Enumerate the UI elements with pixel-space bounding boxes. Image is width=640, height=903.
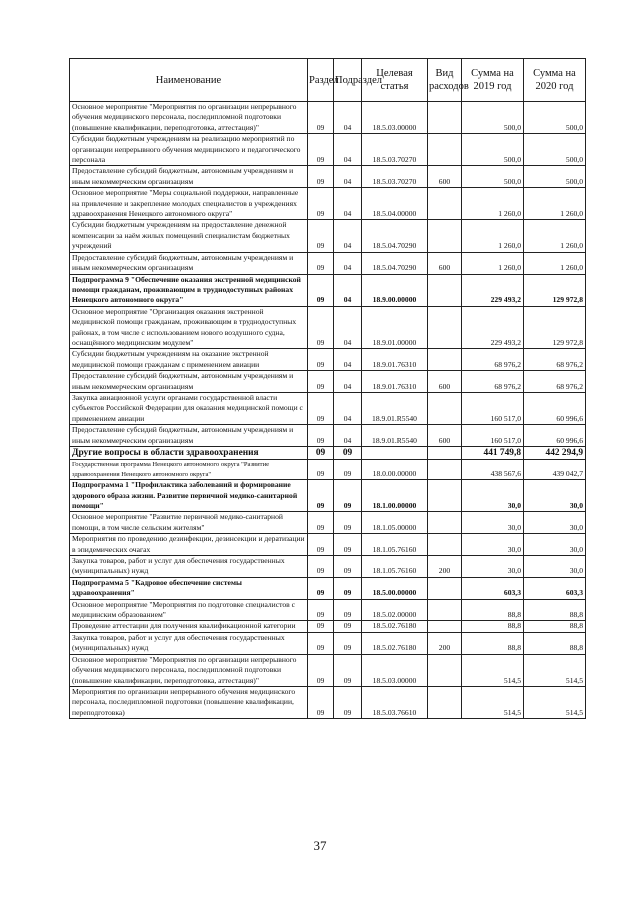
- cell-target: 18.1.00.00000: [362, 480, 428, 512]
- cell-sum-2019: 500,0: [462, 166, 524, 188]
- cell-expense: [428, 686, 462, 718]
- cell-target: 18.5.04.70290: [362, 220, 428, 252]
- cell-sum-2020: 500,0: [524, 166, 586, 188]
- cell-subsection: 04: [334, 274, 362, 306]
- cell-expense: 600: [428, 371, 462, 393]
- table-row: [70, 654, 586, 686]
- cell-name: Закупка товаров, работ и услуг для обеспечения государственных (муниципальных) нужд: [70, 632, 308, 654]
- cell-sum-2019: 229 493,2: [462, 274, 524, 306]
- table-row: [70, 134, 586, 166]
- table-row: [70, 556, 586, 578]
- cell-sum-2020: 1 260,0: [524, 188, 586, 220]
- cell-sum-2019: 30,0: [462, 556, 524, 578]
- cell-expense: [428, 599, 462, 621]
- cell-name: Подпрограмма 1 "Профилактика заболеваний и формирование здорового образа жизни. Развитие первичной медико-санитарной помощи": [70, 480, 308, 512]
- cell-sum-2020: 500,0: [524, 134, 586, 166]
- cell-target: 18.5.03.70270: [362, 166, 428, 188]
- cell-section: 09: [308, 274, 334, 306]
- cell-sum-2019: 160 517,0: [462, 425, 524, 447]
- cell-sum-2020: 1 260,0: [524, 220, 586, 252]
- cell-sum-2020: 1 260,0: [524, 252, 586, 274]
- cell-subsection: 09: [334, 686, 362, 718]
- table-body: [70, 102, 586, 719]
- cell-section: 09: [308, 425, 334, 447]
- cell-subsection: 04: [334, 166, 362, 188]
- header-name: Наименование: [70, 59, 308, 102]
- cell-section: 09: [308, 220, 334, 252]
- cell-expense: [428, 134, 462, 166]
- cell-expense: [428, 654, 462, 686]
- cell-section: 09: [308, 349, 334, 371]
- cell-expense: 200: [428, 632, 462, 654]
- cell-sum-2020: 88,8: [524, 599, 586, 621]
- cell-target: [362, 447, 428, 460]
- cell-target: 18.1.05.76160: [362, 534, 428, 556]
- cell-target: 18.5.02.00000: [362, 599, 428, 621]
- cell-subsection: 04: [334, 349, 362, 371]
- cell-expense: [428, 306, 462, 349]
- cell-sum-2020: 30,0: [524, 512, 586, 534]
- cell-target: 18.5.03.00000: [362, 102, 428, 134]
- cell-expense: [428, 447, 462, 460]
- cell-sum-2019: 160 517,0: [462, 392, 524, 424]
- cell-name: Закупка авиационной услуги органами государственной власти субъектов Российской Федерации для оказания медицинской помощи с применением авиации: [70, 392, 308, 424]
- cell-sum-2019: 603,3: [462, 577, 524, 599]
- cell-expense: [428, 460, 462, 480]
- cell-target: 18.1.05.76160: [362, 556, 428, 578]
- cell-subsection: 04: [334, 220, 362, 252]
- cell-sum-2020: 514,5: [524, 654, 586, 686]
- cell-sum-2020: 129 972,8: [524, 306, 586, 349]
- cell-sum-2019: 30,0: [462, 480, 524, 512]
- cell-sum-2019: 438 567,6: [462, 460, 524, 480]
- table-row: [70, 392, 586, 424]
- cell-section: 09: [308, 556, 334, 578]
- cell-target: 18.9.00.00000: [362, 274, 428, 306]
- cell-sum-2019: 30,0: [462, 512, 524, 534]
- cell-expense: [428, 480, 462, 512]
- cell-name: Другие вопросы в области здравоохранения: [70, 447, 308, 460]
- cell-sum-2019: 68 976,2: [462, 349, 524, 371]
- cell-section: 09: [308, 392, 334, 424]
- cell-name: Подпрограмма 9 "Обеспечение оказания экстренной медицинской помощи гражданам, проживающим в труднодоступных районах Ненецкого автономного округа": [70, 274, 308, 306]
- cell-target: 18.9.01.R5540: [362, 425, 428, 447]
- cell-name: Основное мероприятие "Меры социальной поддержки, направленные на привлечение и закрепление молодых специалистов в учреждениях здравоохранения Ненецкого автономного округа": [70, 188, 308, 220]
- cell-sum-2019: 514,5: [462, 686, 524, 718]
- cell-expense: [428, 621, 462, 632]
- cell-section: 09: [308, 632, 334, 654]
- cell-target: 18.9.01.76310: [362, 371, 428, 393]
- cell-name: Государственная программа Ненецкого автономного округа "Развитие здравоохранения Ненецкого автономного округа": [70, 460, 308, 480]
- cell-section: 09: [308, 134, 334, 166]
- table-row: [70, 599, 586, 621]
- table-row: [70, 425, 586, 447]
- table-row: [70, 447, 586, 460]
- cell-section: 09: [308, 102, 334, 134]
- cell-subsection: 04: [334, 392, 362, 424]
- cell-expense: [428, 577, 462, 599]
- cell-subsection: 09: [334, 577, 362, 599]
- cell-subsection: 09: [334, 556, 362, 578]
- cell-section: 09: [308, 654, 334, 686]
- cell-expense: 600: [428, 425, 462, 447]
- table-row: [70, 621, 586, 632]
- cell-target: 18.9.01.00000: [362, 306, 428, 349]
- header-row: [70, 59, 586, 102]
- cell-expense: [428, 349, 462, 371]
- cell-sum-2019: 500,0: [462, 102, 524, 134]
- cell-target: 18.5.03.00000: [362, 654, 428, 686]
- cell-target: 18.5.04.70290: [362, 252, 428, 274]
- cell-sum-2020: 68 976,2: [524, 349, 586, 371]
- cell-section: 09: [308, 371, 334, 393]
- cell-subsection: 04: [334, 371, 362, 393]
- cell-subsection: 09: [334, 480, 362, 512]
- cell-sum-2019: 88,8: [462, 599, 524, 621]
- cell-subsection: 04: [334, 134, 362, 166]
- table-row: [70, 166, 586, 188]
- table-row: [70, 188, 586, 220]
- page-number: 37: [313, 838, 327, 853]
- cell-name: Основное мероприятие "Мероприятия по организации непрерывного обучения медицинского персонала, последипломной подготовки (повышение квалификации, переподготовка, аттестация)": [70, 102, 308, 134]
- cell-sum-2019: 1 260,0: [462, 252, 524, 274]
- cell-target: 18.5.03.76610: [362, 686, 428, 718]
- cell-subsection: 09: [334, 632, 362, 654]
- cell-sum-2019: 229 493,2: [462, 306, 524, 349]
- table-row: [70, 686, 586, 718]
- cell-target: 18.0.00.00000: [362, 460, 428, 480]
- table-row: [70, 220, 586, 252]
- cell-sum-2020: 88,8: [524, 621, 586, 632]
- cell-target: 18.1.05.00000: [362, 512, 428, 534]
- cell-section: 09: [308, 460, 334, 480]
- cell-target: 18.5.04.00000: [362, 188, 428, 220]
- cell-sum-2020: 68 976,2: [524, 371, 586, 393]
- cell-sum-2020: 60 996,6: [524, 392, 586, 424]
- cell-name: Проведение аттестации для получения квалификационной категории: [70, 621, 308, 632]
- cell-sum-2020: 30,0: [524, 480, 586, 512]
- cell-sum-2020: 30,0: [524, 534, 586, 556]
- cell-name: Основное мероприятие "Развитие первичной медико-санитарной помощи, в том числе сельским жителям": [70, 512, 308, 534]
- cell-expense: [428, 188, 462, 220]
- cell-section: 09: [308, 534, 334, 556]
- cell-section: 09: [308, 480, 334, 512]
- cell-name: Закупка товаров, работ и услуг для обеспечения государственных (муниципальных) нужд: [70, 556, 308, 578]
- table-row: [70, 371, 586, 393]
- cell-name: Предоставление субсидий бюджетным, автономным учреждениям и иным некоммерческим организациям: [70, 166, 308, 188]
- budget-table: [69, 58, 586, 719]
- cell-target: 18.9.01.R5540: [362, 392, 428, 424]
- header-expense: Вид расходов: [428, 59, 462, 102]
- cell-name: Предоставление субсидий бюджетным, автономным учреждениям и иным некоммерческим организациям: [70, 371, 308, 393]
- cell-section: 09: [308, 252, 334, 274]
- header-sum-2020: Сумма на 2020 год: [524, 59, 586, 102]
- cell-expense: [428, 102, 462, 134]
- cell-expense: [428, 220, 462, 252]
- cell-subsection: 09: [334, 460, 362, 480]
- cell-sum-2019: 1 260,0: [462, 188, 524, 220]
- cell-expense: [428, 274, 462, 306]
- cell-section: 09: [308, 306, 334, 349]
- cell-expense: 600: [428, 252, 462, 274]
- cell-name: Субсидии бюджетным учреждениям на предоставление денежной компенсации за наём жилых помещений специалистам бюджетных учреждений: [70, 220, 308, 252]
- cell-expense: [428, 534, 462, 556]
- cell-subsection: 04: [334, 252, 362, 274]
- cell-section: 09: [308, 188, 334, 220]
- header-subsection: Подраздел: [334, 59, 362, 102]
- cell-target: 18.5.02.76180: [362, 621, 428, 632]
- cell-subsection: 09: [334, 512, 362, 534]
- cell-sum-2020: 439 042,7: [524, 460, 586, 480]
- cell-subsection: 04: [334, 102, 362, 134]
- cell-sum-2020: 500,0: [524, 102, 586, 134]
- cell-sum-2019: 30,0: [462, 534, 524, 556]
- table-row: [70, 274, 586, 306]
- cell-name: Подпрограмма 5 "Кадровое обеспечение системы здравоохранения": [70, 577, 308, 599]
- cell-section: 09: [308, 512, 334, 534]
- header-sum-2019: Сумма на 2019 год: [462, 59, 524, 102]
- cell-sum-2020: 442 294,9: [524, 447, 586, 460]
- cell-target: 18.5.02.76180: [362, 632, 428, 654]
- header-section: Раздел: [308, 59, 334, 102]
- cell-expense: [428, 512, 462, 534]
- header-target: Целевая статья: [362, 59, 428, 102]
- cell-sum-2019: 1 260,0: [462, 220, 524, 252]
- cell-section: 09: [308, 577, 334, 599]
- cell-sum-2020: 603,3: [524, 577, 586, 599]
- cell-sum-2019: 441 749,8: [462, 447, 524, 460]
- table-row: [70, 480, 586, 512]
- cell-sum-2020: 514,5: [524, 686, 586, 718]
- cell-section: 09: [308, 599, 334, 621]
- cell-sum-2020: 60 996,6: [524, 425, 586, 447]
- cell-expense: 600: [428, 166, 462, 188]
- cell-subsection: 09: [334, 654, 362, 686]
- table-row: [70, 534, 586, 556]
- cell-sum-2019: 88,8: [462, 621, 524, 632]
- table-row: [70, 252, 586, 274]
- cell-name: Предоставление субсидий бюджетным, автономным учреждениям и иным некоммерческим организациям: [70, 425, 308, 447]
- table-row: [70, 102, 586, 134]
- cell-section: 09: [308, 166, 334, 188]
- cell-subsection: 09: [334, 534, 362, 556]
- cell-subsection: 04: [334, 425, 362, 447]
- cell-target: 18.5.03.70270: [362, 134, 428, 166]
- cell-name: Предоставление субсидий бюджетным, автономным учреждениям и иным некоммерческим организациям: [70, 252, 308, 274]
- cell-sum-2020: 30,0: [524, 556, 586, 578]
- cell-subsection: 04: [334, 188, 362, 220]
- cell-name: Основное мероприятие "Мероприятия по организации непрерывного обучения медицинского персонала, последипломной подготовки (повышение квалификации, переподготовка, аттестация)": [70, 654, 308, 686]
- cell-expense: 200: [428, 556, 462, 578]
- cell-expense: [428, 392, 462, 424]
- cell-target: 18.5.00.00000: [362, 577, 428, 599]
- cell-sum-2019: 514,5: [462, 654, 524, 686]
- cell-sum-2020: 88,8: [524, 632, 586, 654]
- cell-sum-2020: 129 972,8: [524, 274, 586, 306]
- cell-name: Субсидии бюджетным учреждениям на оказание экстренной медицинской помощи гражданам с применением авиации: [70, 349, 308, 371]
- table-row: [70, 632, 586, 654]
- cell-name: Основное мероприятие "Организация оказания экстренной медицинской помощи гражданам, проживающим в труднодоступных районах, в том числе с использованием нового воздушного судна, оснащённого медицинским модулем": [70, 306, 308, 349]
- cell-subsection: 09: [334, 621, 362, 632]
- cell-section: 09: [308, 621, 334, 632]
- cell-sum-2019: 88,8: [462, 632, 524, 654]
- cell-section: 09: [308, 447, 334, 460]
- table-row: [70, 512, 586, 534]
- table-row: [70, 306, 586, 349]
- cell-subsection: 04: [334, 306, 362, 349]
- cell-subsection: 09: [334, 599, 362, 621]
- cell-sum-2019: 500,0: [462, 134, 524, 166]
- cell-target: 18.9.01.76310: [362, 349, 428, 371]
- cell-name: Мероприятия по проведению дезинфекции, дезинсекции и дератизации в эпидемических очагах: [70, 534, 308, 556]
- table-row: [70, 460, 586, 480]
- cell-sum-2019: 68 976,2: [462, 371, 524, 393]
- cell-name: Мероприятия по организации непрерывного обучения медицинского персонала, последипломной подготовки (повышение квалификации, переподготовка): [70, 686, 308, 718]
- cell-subsection: 09: [334, 447, 362, 460]
- cell-name: Субсидии бюджетным учреждениям на реализацию мероприятий по организации непрерывного обучения медицинского и педагогического персонала: [70, 134, 308, 166]
- table-row: [70, 349, 586, 371]
- table-row: [70, 577, 586, 599]
- cell-section: 09: [308, 686, 334, 718]
- cell-name: Основное мероприятие "Мероприятия по подготовке специалистов с медицинским образованием": [70, 599, 308, 621]
